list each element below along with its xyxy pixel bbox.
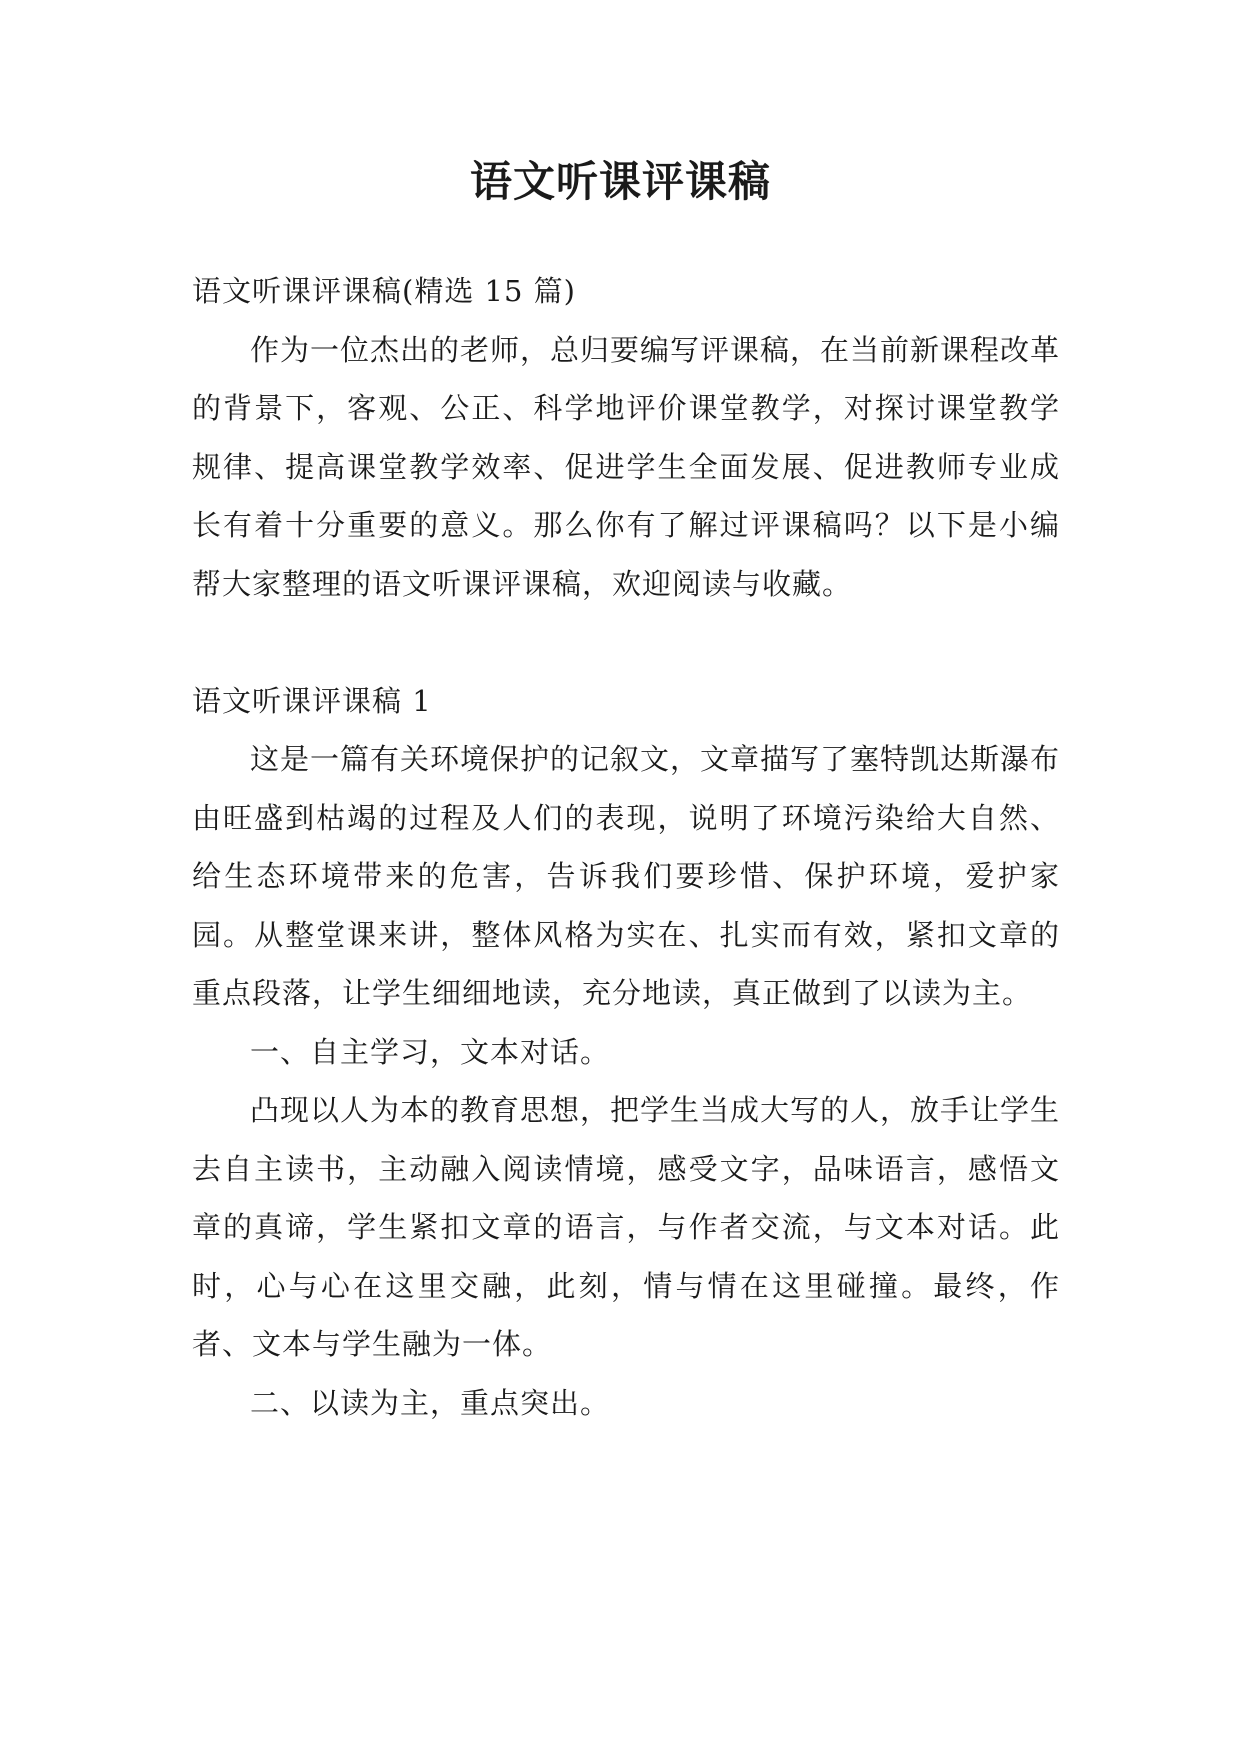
point-paragraph: 凸现以人为本的教育思想，把学生当成大写的人，放手让学生去自主读书，主动融入阅读情境，感受文字，品味语言，感悟文章的真谛，学生紧扣文章的语言，与作者交流，与文本对话。此时，心与心在这里交融，此刻，情与情在这里碰撞。最终，作者、文本与学生融为一体。 — [192, 1093, 1061, 1361]
point-title: 一、自主学习，文本对话。 — [250, 1034, 611, 1069]
paragraph-spacer — [192, 613, 1060, 672]
point-title: 二、以读为主，重点突出。 — [250, 1385, 611, 1420]
document-subtitle: 语文听课评课稿(精选 15 篇) — [192, 274, 576, 308]
section-paragraph: 这是一篇有关环境保护的记叙文，文章描写了塞特凯达斯瀑布由旺盛到枯竭的过程及人们的表现，说明了环境污染给大自然、给生态环境带来的危害，告诉我们要珍惜、保护环境，爱护家园。从整堂课来讲，整体风格为实在、扎实而有效，紧扣文章的重点段落，让学生细细地读，充分地读，真正做到了以读为主。 — [192, 742, 1061, 1010]
intro-paragraph: 作为一位杰出的老师，总归要编写评课稿，在当前新课程改革的背景下，客观、公正、科学地评价课堂教学，对探讨课堂教学规律、提高课堂教学效率、促进学生全面发展、促进教师专业成长有着十分重要的意义。那么你有了解过评课稿吗？以下是小编帮大家整理的语文听课评课稿，欢迎阅读与收藏。 — [192, 332, 1061, 601]
section-heading: 语文听课评课稿 1 — [192, 683, 432, 718]
document-body — [192, 262, 1060, 1432]
document-title: 语文听课评课稿 — [469, 157, 771, 206]
